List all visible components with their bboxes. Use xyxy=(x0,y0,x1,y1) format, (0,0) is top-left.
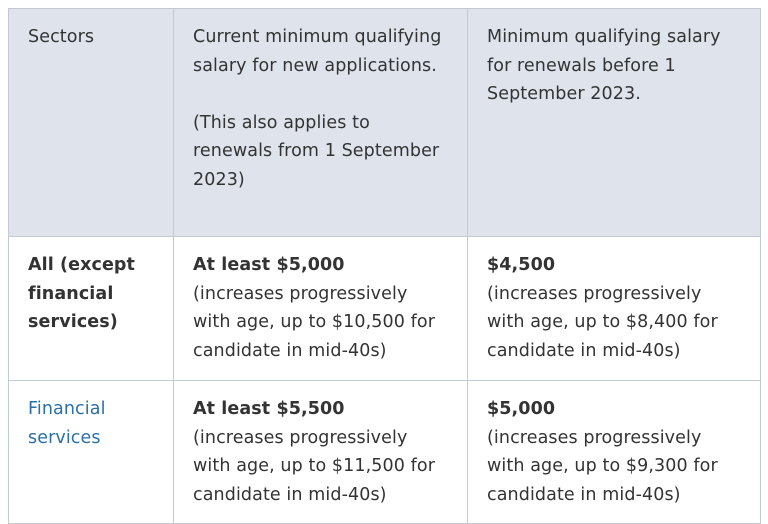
header-current-note: (This also applies to renewals from 1 September 2023) xyxy=(193,112,440,190)
renewal-detail: (increases progressively with age, up to $8,400 for candidate in mid-40s) xyxy=(487,283,718,361)
header-current-label: Current minimum qualifying salary for new applications. xyxy=(193,27,442,76)
renewal-amount: $4,500 xyxy=(487,255,556,275)
table-row xyxy=(9,381,761,524)
header-sectors-label: Sectors xyxy=(28,27,95,47)
current-detail: (increases progressively with age, up to $10,500 for candidate in mid-40s) xyxy=(193,283,436,361)
financial-services-link[interactable]: Financial services xyxy=(28,399,106,448)
current-amount: At least $5,000 xyxy=(193,255,345,275)
current-detail: (increases progressively with age, up to $11,500 for candidate in mid-40s) xyxy=(193,427,436,505)
header-renewal-salary xyxy=(468,9,761,237)
sector-label-all: All (except financial services) xyxy=(28,255,136,332)
header-row xyxy=(9,9,761,237)
salary-table xyxy=(8,8,761,524)
current-salary-cell xyxy=(174,381,468,524)
sector-cell xyxy=(9,237,174,381)
salary-table-container xyxy=(8,8,760,524)
renewal-salary-cell xyxy=(468,381,761,524)
header-renewal-label: Minimum qualifying salary for renewals before 1 September 2023. xyxy=(487,27,721,104)
current-amount: At least $5,500 xyxy=(193,399,345,419)
table-body xyxy=(9,237,761,524)
sector-cell xyxy=(9,381,174,524)
renewal-detail: (increases progressively with age, up to $9,300 for candidate in mid-40s) xyxy=(487,427,718,505)
renewal-salary-cell xyxy=(468,237,761,381)
table-header xyxy=(9,9,761,237)
renewal-amount: $5,000 xyxy=(487,399,556,419)
header-sectors xyxy=(9,9,174,237)
header-current-salary xyxy=(174,9,468,237)
current-salary-cell xyxy=(174,237,468,381)
table-row xyxy=(9,237,761,381)
